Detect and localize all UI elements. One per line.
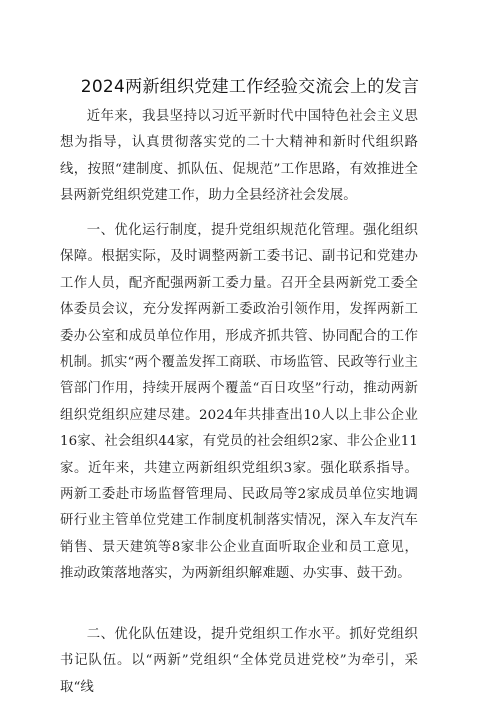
paragraph-text: 二、优化队伍建设，提升党组织工作水平。抓好党组织书记队伍。以“两新”党组织“全体党员进党校”为牵引，采取“线 [60, 627, 418, 695]
paragraph-intro [60, 104, 418, 210]
paragraph-text: 近年来，我县坚持以习近平新时代中国特色社会主义思想为指导，认真贯彻落实党的二十大精神和新时代组织路线，按照“建制度、抓队伍、促规范”工作思路，有效推进全县两新党组织党建工作，助力全县经济社会发展。 [60, 109, 418, 204]
paragraph-text: 一、优化运行制度，提升党组织规范化管理。强化组织保障。根据实际，及时调整两新工委书记、副书记和党建办工作人员，配齐配强两新工委力量。召开全县两新党工委全体委员会议，充分发挥两新工委政治引领作用，发挥两新工委办公室和成员单位作用，形成齐抓共管、协同配合的工作机制。抓实“两个覆盖发挥工商联、市场监管、民政等行业主管部门作用，持续开展两个覆盖“百日攻坚”行动，推动两新组织党组织应建尽建。2024年共排查出10人以上非公企业16家、社会组织44家，有党员的社会组织2家、非公企业11家。近年来，共建立两新组织党组织3家。强化联系指导。两新工委赴市场监督管理局、民政局等2家成员单位实地调研行业主管单位党建工作制度机制落实情况，深入车友汽车销售、景天建筑等8家非公企业直面听取企业和员工意见，推动政策落地落实，为两新组织解难题、办实事、鼓干劲。 [60, 223, 418, 582]
paragraph-section-two [60, 622, 418, 701]
paragraph-section-one [60, 218, 418, 588]
document-title: 2024两新组织党建工作经验交流会上的发言 [80, 77, 420, 97]
